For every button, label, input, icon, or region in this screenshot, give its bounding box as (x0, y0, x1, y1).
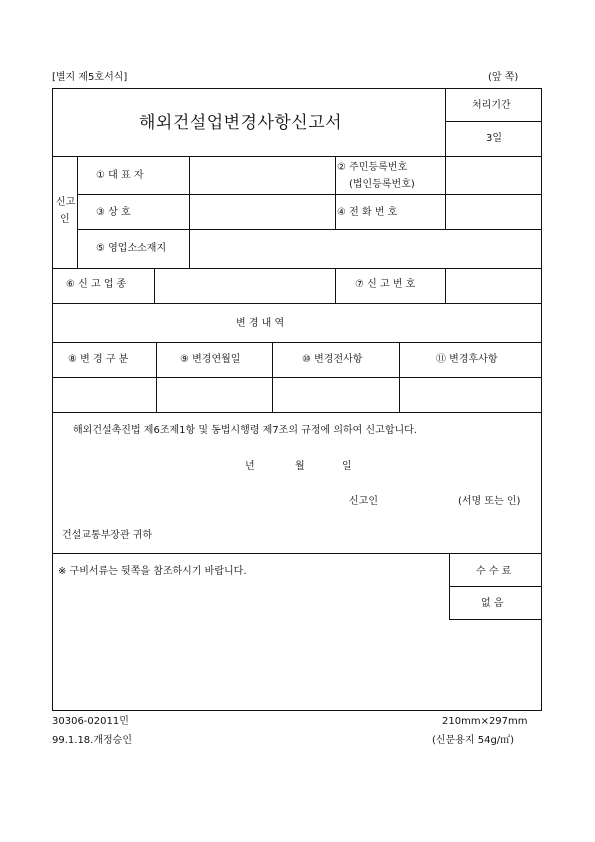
fee-value: 없 음 (481, 598, 504, 609)
mid-divider (335, 156, 336, 229)
change-date-field[interactable] (157, 378, 272, 411)
report-type-label: ⑥ 신 고 업 종 (66, 279, 127, 290)
signer-label: 신고인 (349, 496, 378, 507)
reporter-group-label-1: 신고 (56, 197, 76, 208)
processing-divider (445, 121, 541, 122)
paper-size: 210mm×297mm (442, 716, 528, 727)
row-line (52, 553, 542, 554)
attachment-note: ※ 구비서류는 뒷쪽을 참조하시기 바랍니다. (58, 566, 247, 577)
paper-spec: (신문용지 54g/㎡) (432, 735, 515, 746)
date-day-label: 일 (342, 461, 352, 472)
before-change-header: ⑩ 변경전사항 (302, 354, 363, 365)
before-change-field[interactable] (273, 378, 399, 411)
form-code: 30306-02011민 (52, 716, 129, 727)
page-side-label: (앞 쪽) (488, 72, 519, 83)
processing-period-label: 처리기간 (472, 100, 511, 111)
fee-row-line (449, 619, 542, 620)
change-date-header: ⑨ 변경연월일 (180, 354, 241, 365)
office-address-field[interactable] (190, 230, 541, 268)
after-change-field[interactable] (400, 378, 541, 411)
row-line (52, 342, 542, 343)
office-address-label: ⑤ 영업소소재지 (96, 243, 167, 254)
report-type-field[interactable] (155, 269, 335, 302)
report-number-label: ⑦ 신 고 번 호 (355, 279, 416, 290)
form-title: 해외건설업변경사항신고서 (139, 113, 343, 133)
declaration-statement: 해외건설촉진법 제6조제1항 및 동법시행령 제7조의 규정에 의하여 신고합니다. (73, 425, 417, 436)
company-name-label: ③ 상 호 (96, 207, 131, 218)
date-month-label: 월 (295, 461, 305, 472)
resident-number-field[interactable] (446, 157, 541, 193)
processing-period-value: 3일 (486, 133, 503, 144)
form-id-label: [별지 제5호서식] (52, 72, 128, 83)
title-divider (445, 89, 446, 156)
fee-row-line (449, 586, 542, 587)
change-type-header: ⑧ 변 경 구 분 (68, 354, 129, 365)
fee-label: 수 수 료 (476, 566, 512, 577)
change-details-title: 변 경 내 역 (236, 318, 285, 329)
representative-label: ① 대 표 자 (96, 170, 144, 181)
phone-field[interactable] (446, 195, 541, 229)
date-year-label: 년 (245, 461, 255, 472)
row-line (52, 412, 542, 413)
reporter-group-label-2: 인 (60, 214, 70, 225)
after-change-header: ⑪ 변경후사항 (436, 354, 498, 365)
reporter-group-divider (77, 156, 78, 268)
representative-field[interactable] (190, 157, 335, 193)
corporate-number-label: (법인등록번호) (349, 179, 415, 190)
approval-date: 99.1.18.개정승인 (52, 735, 132, 746)
company-name-field[interactable] (190, 195, 335, 229)
change-type-field[interactable] (53, 378, 156, 411)
row-line (52, 303, 542, 304)
signature-note: (서명 또는 인) (458, 496, 521, 507)
report-number-field[interactable] (446, 269, 541, 302)
phone-label: ④ 전 화 번 호 (337, 207, 398, 218)
recipient-label: 건설교통부장관 귀하 (62, 530, 153, 541)
report-divider (335, 268, 336, 303)
resident-number-label: ② 주민등록번호 (337, 162, 408, 173)
